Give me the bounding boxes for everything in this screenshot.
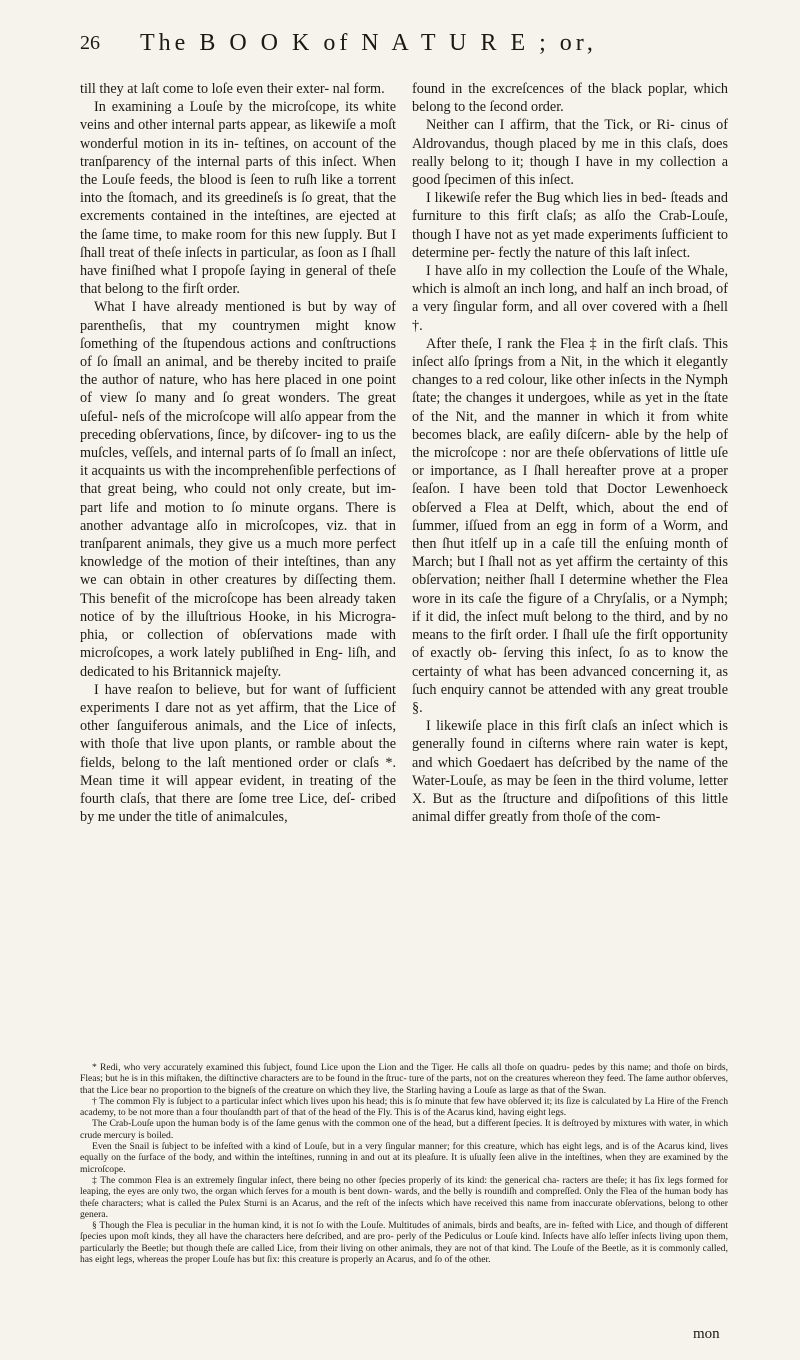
paragraph: I likewiſe refer the Bug which lies in bed- ſteads and furniture to this firſt claſs; as alſo the Crab-Louſe, though I have not as yet made experiments ſufficient to determine per- fectly the nature of this laſt inſect.: [412, 190, 728, 261]
paragraph: What I have already mentioned is but by way of parentheſis, that my countrymen might know ſomething of the ſtupendous actions and conſtructions of ſo ſmall an animal, and be thereby incited to praiſe the author of nature, who has here placed in one point of view ſo many and ſo great wonders. The great uſeful- neſs of the microſcope will alſo appear from the preceding obſervations, ſince, by diſcover- ing to us the muſcles, veſſels, and internal parts of ſo ſmall an inſect, it acquaints us with the incomprehenſible perfections of that great being, who could not only create, but im- part life and motion to ſo minute organs. There is another advantage alſo in microſcopes, viz. that in tranſparent animals, they give us a much more perfect knowledge of the motion of their inteſtines, than any we can obtain in other creatures by diſſecting them. This benefit of the microſcope has been already taken notice of by the illuſtrious Hooke, in his Microgra- phia, or collection of obſervations made with microſcopes, a work lately publiſhed in Eng- liſh, and dedicated to his Britannick majeſty.: [80, 299, 396, 680]
footnote: * Redi, who very accurately examined this ſubject, found Lice upon the Lion and the Tiger. He calls all thoſe on quadru- pedes by this name; and thoſe on birds, Fleas; but he is in this miſtaken, the diſtinctive characters are to be found in the ſtruc- ture of the parts, not on the creatures whereon they feed. The ſame author obſerves, that the Lice bear no proportion to the bigneſs of the creature on which they live, the Starling having a Louſe as large as that of the Swan.: [80, 1062, 728, 1096]
running-head: The B O O K of N A T U R E ; or,: [140, 30, 597, 56]
page-number: 26: [80, 32, 100, 54]
text-columns: [80, 80, 728, 826]
paragraph: I have reaſon to believe, but for want of ſufficient experiments I dare not as yet affirm, that the Lice of other ſanguiferous animals, and the Lice of inſects, with thoſe that live upon plants, or ramble about the fields, belong to the laſt mentioned order or claſs *. Mean time it will appear evident, in treating of the fourth claſs, that there are ſome tree Lice, deſ- cribed by me under the title of animalcules,: [80, 681, 396, 826]
paragraph: Neither can I affirm, that the Tick, or Ri- cinus of Aldrovandus, though placed by me in this claſs, does really belong to it; though I have in my collection a good ſpecimen of this inſect.: [412, 117, 728, 189]
paragraph: In examining a Louſe by the microſcope, its white veins and other internal parts appear, as likewiſe a moſt wonderful motion in its in- teſtines, on account of the tranſparency of the internal parts of this inſect. When the Louſe feeds, the blood is ſeen to ruſh like a torrent into the ſtomach, and its greedineſs is ſo great, that the excrements contained in the inteſtines, are ejected at the ſame time, to make room for this new ſupply. But I ſhall treat of theſe inſects in particular, as ſoon as I ſhall have finiſhed what I propoſe ſaying in general of theſe that belong to the firſt order.: [80, 99, 396, 298]
paragraph: I have alſo in my collection the Louſe of the Whale, which is almoſt an inch long, and half an inch broad, of a very ſingular form, and all over covered with a ſhell †.: [412, 263, 728, 334]
footnote: Even the Snail is ſubject to be infeſted with a kind of Louſe, but in a very ſingular manner; for this creature, which has eight legs, and is of the Acarus kind, lives equally on the ſurface of the body, and within the inteſtines, running in and out at its pleaſure. It is uſually ſeen alive in the inteſtines, when they are examined by the microſcope.: [80, 1141, 728, 1175]
footnote: The Crab-Louſe upon the human body is of the ſame genus with the common one of the head, but a different ſpecies. It is deſtroyed by mixtures with water, in which crude mercury is boiled.: [80, 1118, 728, 1141]
left-column: [80, 80, 396, 826]
paragraph: till they at laſt come to loſe even their exter- nal form.: [80, 81, 385, 97]
footnote: § Though the Flea is peculiar in the human kind, it is not ſo with the Louſe. Multitudes of animals, birds and beaſts, are in- feſted with Lice, and though of different ſpecies upon moſt kinds, they all have the characters here deſcribed, and are pro- perly of the Pediculus or Louſe kind. Inſects have alſo leſſer inſects living upon them, particularly the Beetle; but though theſe are called Lice, from their living on other animals, they are not of that kind. The Louſe of the Beetle, as it is commonly called, has eight legs, whereas the proper Louſe has but ſix: this creature is properly an Acarus, and ſo of the other.: [80, 1220, 728, 1266]
paragraph: After theſe, I rank the Flea ‡ in the firſt claſs. This inſect alſo ſprings from a Nit, in the which it elegantly changes to a red colour, like other inſects in the Nymph ſtate; the changes it undergoes, while as yet in the ſtate of the Nit, and the manner in which it from white becomes black, are eaſily diſcern- able by the help of the microſcope : nor are theſe obſervations of little uſe or importance, as I ſhall hereafter prove at a proper ſeaſon. I have been told that Doctor Lewenhoeck obſerved a Flea at Delft, which, about the end of ſummer, iſſued from an egg in form of a Worm, and then ſhut itſelf up in a caſe till the enſuing month of March; but I ſhall not as yet affirm the certainty of this obſervation; neither ſhall I determine whether the Flea wore in its caſe the figure of a Chryſalis, or a Nymph; if it did, the inſect muſt belong to the third, and by no means to the firſt order. I ſhall uſe the firſt opportunity of exactly ob- ſerving this inſect, ſo as to know the certainty of what has been advanced concerning it, as ſuch enquiry cannot be attended with any great trouble §.: [412, 335, 728, 716]
footnote: † The common Fly is ſubject to a particular inſect which lives upon his head; this is ſo minute that few have obſerved it; its ſize is calculated by La Hire of the French academy, to be not more than a four thouſandth part of that of the head of the Fly. This is of the Acarus kind, having eight legs.: [80, 1095, 728, 1119]
paragraph: found in the excreſcences of the black poplar, which belong to the ſecond order.: [412, 81, 728, 116]
footnotes: [80, 1062, 728, 1265]
right-column: [412, 80, 728, 826]
paragraph: I likewiſe place in this firſt claſs an inſect which is generally found in ciſterns where rain water is kept, and which Goedaert has deſcribed by the name of the Water-Louſe, as may be ſeen in the third volume, letter X. But as the ſtructure and diſpoſitions of this little animal differ greatly from thoſe of the com-: [412, 718, 728, 826]
footnote: ‡ The common Flea is an extremely ſingular inſect, there being no other ſpecies properly of its kind: the generical cha- racters are theſe; it has ſix legs formed for leaping, the eyes are only two, the organ which ſerves for a mouth is bent down- wards, and the belly is roundiſh and compreſſed. Only the Flea of the human body has theſe characters; what is called the Pulex Sturni is an Acarus, and the reſt of the inſects which have received this name from inaccurate obſervations, belong to other genera.: [80, 1174, 728, 1220]
catchword: mon: [693, 1326, 720, 1342]
